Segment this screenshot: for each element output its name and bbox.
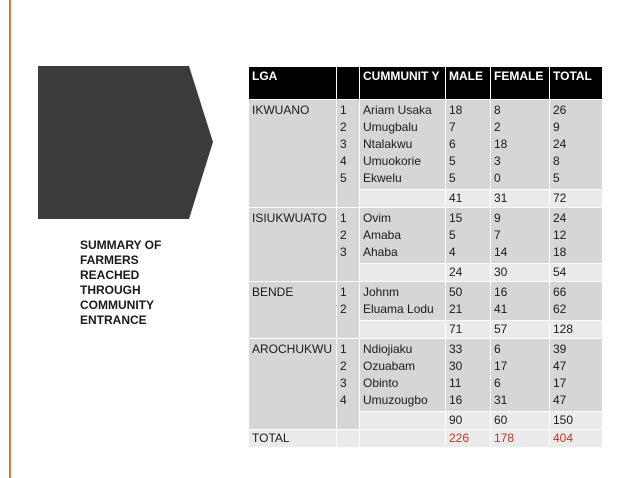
community-value: Amaba (363, 228, 402, 242)
header-number (337, 67, 360, 100)
male-value: 7 (449, 120, 456, 134)
subtotal-total: 150 (550, 412, 603, 430)
number-value: 2 (340, 120, 347, 134)
female-value: 8 (494, 103, 501, 117)
grand-total-male: 226 (446, 430, 491, 448)
lga-cell (249, 282, 337, 339)
total-value: 24 (553, 137, 567, 151)
subtotal-male: 41 (446, 190, 491, 208)
slide-title (80, 238, 210, 328)
community-value: Ekwelu (363, 171, 402, 185)
slide-title-line: REACHED (80, 268, 140, 282)
male-cell (446, 282, 491, 321)
male-value: 50 (449, 285, 463, 299)
female-value: 7 (494, 228, 501, 242)
female-value: 14 (494, 245, 508, 259)
number-value: 1 (340, 342, 347, 356)
female-value: 6 (494, 342, 501, 356)
female-value: 17 (494, 359, 508, 373)
female-cell (491, 282, 550, 321)
number-cell (337, 282, 360, 339)
male-value: 18 (449, 103, 463, 117)
grand-total-spacer (337, 430, 360, 448)
grand-total-row (249, 430, 603, 448)
slide-title-line: ENTRANCE (80, 313, 147, 327)
lga-cell (249, 208, 337, 282)
subtotal-female: 57 (491, 321, 550, 339)
header-male: MALE (446, 67, 491, 100)
total-value: 66 (553, 285, 567, 299)
total-value: 5 (553, 171, 560, 185)
male-value: 6 (449, 137, 456, 151)
female-cell (491, 339, 550, 412)
female-cell (491, 208, 550, 264)
female-value: 9 (494, 211, 501, 225)
grand-total-label: TOTAL (249, 430, 337, 448)
number-value: 5 (340, 171, 347, 185)
community-value: Ariam Usaka (363, 103, 432, 117)
female-value: 6 (494, 376, 501, 390)
subtotal-total: 128 (550, 321, 603, 339)
total-value: 47 (553, 359, 567, 373)
table-row (249, 339, 603, 412)
subtotal-female: 31 (491, 190, 550, 208)
community-value: Ovim (363, 211, 391, 225)
table-row (249, 100, 603, 190)
number-cell (337, 100, 360, 208)
grand-total-spacer (360, 430, 446, 448)
community-value: Ahaba (363, 245, 398, 259)
table-row (249, 208, 603, 264)
female-value: 3 (494, 154, 501, 168)
number-value: 2 (340, 302, 347, 316)
subtotal-female: 30 (491, 264, 550, 282)
number-value: 4 (340, 154, 347, 168)
table-row (249, 282, 603, 321)
number-value: 2 (340, 228, 347, 242)
total-value: 9 (553, 120, 560, 134)
number-value: 4 (340, 393, 347, 407)
male-value: 5 (449, 228, 456, 242)
lga-cell (249, 100, 337, 208)
community-value: Ntalakwu (363, 137, 413, 151)
slide-title-line: FARMERS (80, 253, 139, 267)
grand-total-female: 178 (491, 430, 550, 448)
male-value: 16 (449, 393, 463, 407)
table-header-row (249, 67, 603, 100)
number-value: 2 (340, 359, 347, 373)
male-value: 11 (449, 376, 462, 390)
female-value: 16 (494, 285, 508, 299)
number-value: 3 (340, 245, 347, 259)
header-lga: LGA (249, 67, 337, 100)
female-value: 2 (494, 120, 501, 134)
subtotal-male: 71 (446, 321, 491, 339)
male-value: 30 (449, 359, 463, 373)
male-cell (446, 339, 491, 412)
number-value: 1 (340, 211, 347, 225)
lga-name: AROCHUKWU (252, 342, 332, 356)
subtotal-spacer (360, 412, 446, 430)
subtotal-spacer (360, 190, 446, 208)
total-value: 39 (553, 342, 567, 356)
slide-title-line: SUMMARY OF (80, 238, 162, 252)
slide-title-line: THROUGH (80, 283, 141, 297)
total-value: 47 (553, 393, 567, 407)
total-value: 24 (553, 211, 567, 225)
community-value: Ndiojiaku (363, 342, 413, 356)
subtotal-spacer (360, 264, 446, 282)
male-cell (446, 208, 491, 264)
male-value: 4 (449, 245, 456, 259)
female-value: 18 (494, 137, 508, 151)
community-value: Umuzougbo (363, 393, 428, 407)
lga-name: ISIUKWUATO (252, 211, 327, 225)
subtotal-female: 60 (491, 412, 550, 430)
total-value: 18 (553, 245, 567, 259)
female-cell (491, 100, 550, 190)
total-cell (550, 339, 603, 412)
number-value: 1 (340, 103, 347, 117)
male-value: 5 (449, 171, 456, 185)
slide-title-line: COMMUNITY (80, 298, 154, 312)
number-cell (337, 208, 360, 282)
header-community: CUMMUNIT Y (360, 67, 446, 100)
community-cell (360, 208, 446, 264)
male-value: 33 (449, 342, 463, 356)
subtotal-total: 54 (550, 264, 603, 282)
number-value: 1 (340, 285, 347, 299)
community-cell (360, 282, 446, 321)
lga-name: IKWUANO (252, 103, 310, 117)
total-value: 12 (553, 228, 567, 242)
female-value: 41 (494, 302, 508, 316)
farmers-summary-table (248, 66, 603, 448)
female-value: 0 (494, 171, 501, 185)
decorative-arrow-shape (38, 66, 213, 219)
community-value: Ozuabam (363, 359, 416, 373)
community-value: Johnm (363, 285, 400, 299)
community-value: Obinto (363, 376, 399, 390)
total-cell (550, 282, 603, 321)
male-value: 5 (449, 154, 456, 168)
total-cell (550, 208, 603, 264)
left-accent-rule (9, 0, 11, 478)
total-value: 26 (553, 103, 567, 117)
grand-total-total: 404 (550, 430, 603, 448)
community-value: Umugbalu (363, 120, 418, 134)
male-cell (446, 100, 491, 190)
total-value: 8 (553, 154, 560, 168)
subtotal-male: 90 (446, 412, 491, 430)
community-cell (360, 100, 446, 190)
female-value: 31 (494, 393, 508, 407)
community-cell (360, 339, 446, 412)
community-value: Umuokorie (363, 154, 422, 168)
subtotal-total: 72 (550, 190, 603, 208)
number-value: 3 (340, 137, 347, 151)
total-value: 17 (553, 376, 567, 390)
subtotal-male: 24 (446, 264, 491, 282)
total-value: 62 (553, 302, 567, 316)
total-cell (550, 100, 603, 190)
community-value: Eluama Lodu (363, 302, 434, 316)
number-value: 3 (340, 376, 347, 390)
male-value: 21 (449, 302, 463, 316)
male-value: 15 (449, 211, 463, 225)
header-total: TOTAL (550, 67, 603, 100)
lga-cell (249, 339, 337, 430)
lga-name: BENDE (252, 285, 294, 299)
subtotal-spacer (360, 321, 446, 339)
header-female: FEMALE (491, 67, 550, 100)
number-cell (337, 339, 360, 430)
